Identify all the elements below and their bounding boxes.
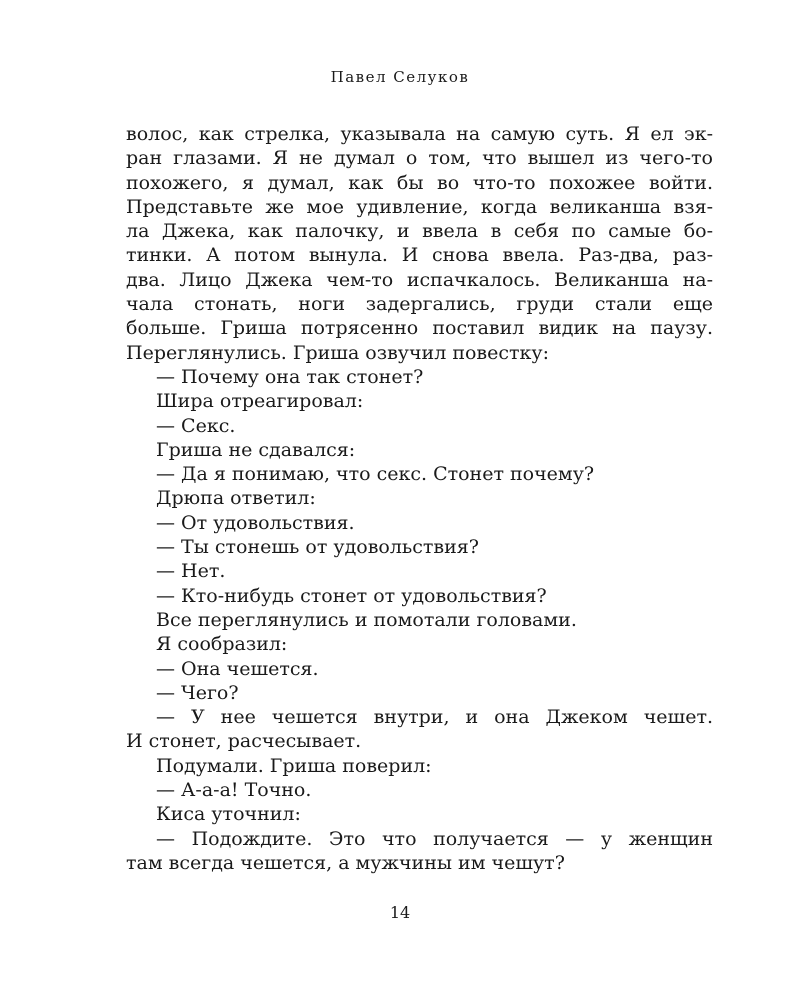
text-line: ла Джека, как палочку, и ввела в себя по самые бо-	[126, 220, 713, 243]
text-line: — Она чешется.	[156, 657, 319, 680]
text-line: Шира отреагировал:	[156, 390, 364, 413]
text-line: там всегда чешется, а мужчины им чешут?	[126, 851, 565, 874]
text-line: — Секс.	[156, 414, 236, 437]
text-line: Представьте же мое удивление, когда великанша взя-	[126, 195, 713, 218]
text-line: волос, как стрелка, указывала на самую суть. Я ел эк-	[126, 123, 713, 145]
text-line: похожего, я думал, как бы во что-то похожее войти.	[126, 171, 713, 194]
text-line: — Ты стонешь от удовольствия?	[156, 536, 479, 559]
text-line: — А-а-а! Точно.	[156, 779, 312, 802]
body-text	[126, 122, 713, 875]
text-line: И стонет, расчесывает.	[126, 730, 362, 753]
text-line: Подумали. Гриша поверил:	[156, 754, 432, 777]
text-line: чала стонать, ноги задергались, груди стали еще	[126, 293, 713, 316]
text-line: два. Лицо Джека чем-то испачкалось. Великанша на-	[126, 268, 713, 291]
text-line: — Да я понимаю, что секс. Стонет почему?	[156, 463, 595, 486]
text-line: больше. Гриша потрясенно поставил видик на паузу.	[126, 317, 713, 340]
text-line: — Чего?	[156, 681, 239, 704]
text-line: — Почему она так стонет?	[156, 365, 424, 388]
text-line: Гриша не сдавался:	[156, 438, 356, 461]
text-line: Киса уточнил:	[156, 803, 301, 826]
text-line: Я сообразил:	[156, 633, 288, 656]
text-line: — Кто-нибудь стонет от удовольствия?	[156, 584, 547, 607]
running-header: Павел Селуков	[330, 68, 470, 86]
text-line: — Подождите. Это что получается — у женщин	[156, 827, 713, 850]
page-number: 14	[389, 903, 411, 922]
text-line: тинки. А потом вынула. И снова ввела. Раз-два, раз-	[126, 244, 713, 267]
text-line: ран глазами. Я не думал о том, что вышел из чего-то	[126, 147, 713, 170]
text-line: Переглянулись. Гриша озвучил повестку:	[126, 341, 549, 364]
text-line: Дрюпа ответил:	[156, 487, 316, 510]
text-line: — От удовольствия.	[156, 511, 355, 534]
text-line: Все переглянулись и помотали головами.	[156, 608, 577, 631]
text-line: — У нее чешется внутри, и она Джеком чешет.	[156, 706, 713, 729]
text-line: — Нет.	[156, 560, 226, 583]
